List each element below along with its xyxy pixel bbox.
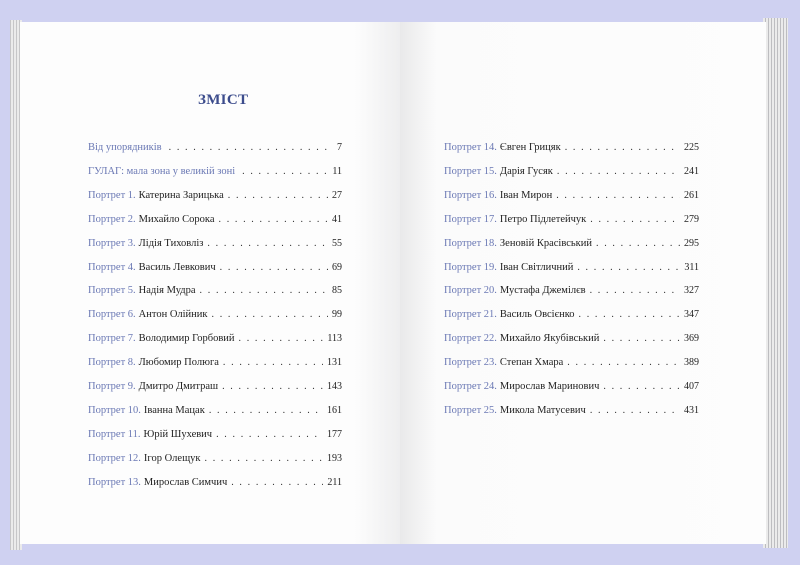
toc-page-number: 131 <box>327 357 342 369</box>
toc-dot-leader <box>565 142 680 153</box>
toc-entry <box>444 285 699 299</box>
toc-dot-leader <box>209 405 323 416</box>
toc-entry <box>88 477 342 491</box>
toc-entry-name: Петро Підлетейчук <box>499 213 587 225</box>
toc-entry <box>88 285 342 299</box>
toc-entry-name: Микола Матусевич <box>499 404 586 416</box>
toc-dot-leader <box>603 333 680 344</box>
toc-entry-prefix: Портрет 5. <box>88 285 136 297</box>
toc-page-number: 55 <box>332 237 342 249</box>
toc-dot-leader <box>590 214 680 225</box>
toc-entry <box>444 262 699 276</box>
toc-entry-prefix: Портрет 23. <box>444 357 497 369</box>
toc-dot-leader <box>577 262 680 273</box>
toc-page-number: 279 <box>684 213 699 225</box>
toc-dot-leader <box>231 477 323 488</box>
toc-entry-name: Любомир Полюга <box>138 357 219 369</box>
toc-page-number: 261 <box>684 189 699 201</box>
toc-entry <box>88 453 342 467</box>
book-right-edge <box>763 18 788 548</box>
toc-page-number: 193 <box>327 452 342 464</box>
toc-entry-prefix: Портрет 25. <box>444 404 497 416</box>
toc-entry-prefix: Від упорядників <box>88 142 162 153</box>
toc-entry-name: Юрій Шухевич <box>143 428 213 440</box>
toc-dot-leader <box>557 166 680 177</box>
toc-page-number: 69 <box>332 261 342 273</box>
toc-entry-name: Іван Світличний <box>499 261 574 273</box>
toc-dot-leader <box>603 381 680 392</box>
toc-page-number: 161 <box>327 404 342 416</box>
toc-page-number: 177 <box>327 428 342 440</box>
toc-entry <box>444 166 699 180</box>
toc-dot-leader <box>596 238 680 249</box>
contents-heading: ЗМІСТ <box>198 92 249 108</box>
toc-entry <box>88 405 342 419</box>
toc-entry-name: Дарія Гусяк <box>499 165 553 177</box>
toc-entry-prefix: Портрет 15. <box>444 165 497 177</box>
toc-entry <box>444 405 699 419</box>
toc-entry-prefix: Портрет 10. <box>88 404 141 416</box>
toc-dot-leader <box>567 357 680 368</box>
toc-entry-name: Мирослав Маринович <box>499 381 600 392</box>
toc-dot-leader <box>579 309 680 320</box>
toc-page-number: 431 <box>684 404 699 416</box>
toc-entry-name: Василь Левкович <box>138 261 216 273</box>
toc-entry <box>88 262 342 276</box>
toc-entry-name: Антон Олійник <box>138 309 208 321</box>
toc-entry-name: Іван Мирон <box>499 189 553 201</box>
toc-entry-prefix: Портрет 2. <box>88 213 136 225</box>
toc-entry-name: Мустафа Джемілєв <box>499 285 586 297</box>
toc-entry-name: Іванна Мацак <box>143 404 205 416</box>
toc-entry <box>88 190 342 204</box>
toc-entry-prefix: Портрет 18. <box>444 237 497 249</box>
toc-entry-prefix: Портрет 9. <box>88 381 136 392</box>
toc-entry-prefix: Портрет 6. <box>88 309 136 321</box>
toc-dot-leader <box>212 309 328 320</box>
toc-dot-leader <box>219 214 329 225</box>
toc-dot-leader <box>590 405 680 416</box>
toc-entry-prefix: Портрет 16. <box>444 189 497 201</box>
toc-entry-prefix: Портрет 8. <box>88 357 136 369</box>
toc-entry <box>444 142 699 156</box>
toc-dot-leader <box>207 238 328 249</box>
toc-entry-prefix: Портрет 11. <box>88 428 141 440</box>
toc-entry-prefix: Портрет 19. <box>444 261 497 273</box>
toc-entry <box>88 214 342 228</box>
toc-dot-leader <box>590 285 680 296</box>
toc-entry-prefix: Портрет 3. <box>88 237 136 249</box>
toc-entry-prefix: Портрет 22. <box>444 333 497 345</box>
toc-page-number: 143 <box>327 381 342 392</box>
toc-entry-name: Мирослав Симчич <box>143 476 228 488</box>
toc-page-number: 295 <box>684 237 699 249</box>
toc-entry-prefix: Портрет 12. <box>88 452 141 464</box>
toc-entry <box>88 333 342 347</box>
toc-entry <box>88 381 342 395</box>
toc-dot-leader <box>556 190 680 201</box>
toc-entry <box>88 357 342 371</box>
toc-page-number: 347 <box>684 309 699 321</box>
toc-dot-leader <box>239 333 324 344</box>
toc-entry-prefix: Портрет 17. <box>444 213 497 225</box>
right-page <box>400 22 766 544</box>
toc-dot-leader <box>223 357 323 368</box>
toc-entry <box>444 333 699 347</box>
toc-page-number: 241 <box>684 165 699 177</box>
toc-entry-name: Михайло Сорока <box>138 213 215 225</box>
toc-page-number: 113 <box>327 333 342 345</box>
toc-entry-prefix: Портрет 21. <box>444 309 497 321</box>
toc-entry <box>88 166 342 180</box>
toc-page-number: 327 <box>684 285 699 297</box>
toc-entry <box>444 190 699 204</box>
toc-page-number: 389 <box>684 357 699 369</box>
toc-page-number: 211 <box>327 476 342 488</box>
toc-entry-prefix: Портрет 20. <box>444 285 497 297</box>
toc-page-number: 27 <box>332 189 342 201</box>
toc-page-number: 7 <box>337 142 342 153</box>
toc-entry <box>444 357 699 371</box>
toc-dot-leader <box>242 166 328 177</box>
toc-entry-name: Євген Грицяк <box>499 142 561 153</box>
toc-entry-name: Володимир Горбовий <box>138 333 235 345</box>
toc-dot-leader <box>216 429 323 440</box>
toc-entry-prefix: ГУЛАГ: мала зона у великій зоні <box>88 165 236 177</box>
toc-entry-prefix: Портрет 4. <box>88 261 136 273</box>
toc-page-number: 311 <box>684 261 699 273</box>
toc-entry <box>444 238 699 252</box>
toc-page-number: 99 <box>332 309 342 321</box>
toc-entry-name: Степан Хмара <box>499 357 564 369</box>
toc-entry <box>88 142 342 156</box>
toc-entry-name: Лідія Тиховліз <box>138 237 204 249</box>
toc-entry <box>444 381 699 395</box>
toc-entry-name: Катерина Зарицька <box>138 189 224 201</box>
toc-entry-prefix: Портрет 14. <box>444 142 497 153</box>
toc-entry <box>444 309 699 323</box>
toc-dot-leader <box>228 190 328 201</box>
toc-entry <box>444 214 699 228</box>
toc-entry-name: Надія Мудра <box>138 285 196 297</box>
toc-dot-leader <box>222 381 323 392</box>
toc-entry-prefix: Портрет 7. <box>88 333 136 345</box>
toc-dot-leader <box>200 285 328 296</box>
toc-entry-prefix: Портрет 24. <box>444 381 497 392</box>
toc-entry-name: Зеновій Красівський <box>499 237 593 249</box>
toc-entry-name: Михайло Якубівський <box>499 333 600 345</box>
toc-entry-name: Ігор Олещук <box>143 452 201 464</box>
toc-page-number: 41 <box>332 213 342 225</box>
toc-entry <box>88 309 342 323</box>
toc-dot-leader <box>169 142 333 153</box>
toc-page-number: 369 <box>684 333 699 345</box>
toc-dot-leader <box>205 453 323 464</box>
toc-page-number: 11 <box>332 165 342 177</box>
toc-entry-prefix: Портрет 1. <box>88 189 136 201</box>
toc-entry-name: Василь Овсієнко <box>499 309 575 321</box>
toc-page-number: 225 <box>684 142 699 153</box>
toc-entry <box>88 429 342 443</box>
toc-dot-leader <box>220 262 328 273</box>
toc-entry-name: Дмитро Дмитраш <box>138 381 219 392</box>
toc-entry <box>88 238 342 252</box>
toc-page-number: 407 <box>684 381 699 392</box>
toc-entry-prefix: Портрет 13. <box>88 476 141 488</box>
toc-page-number: 85 <box>332 285 342 297</box>
